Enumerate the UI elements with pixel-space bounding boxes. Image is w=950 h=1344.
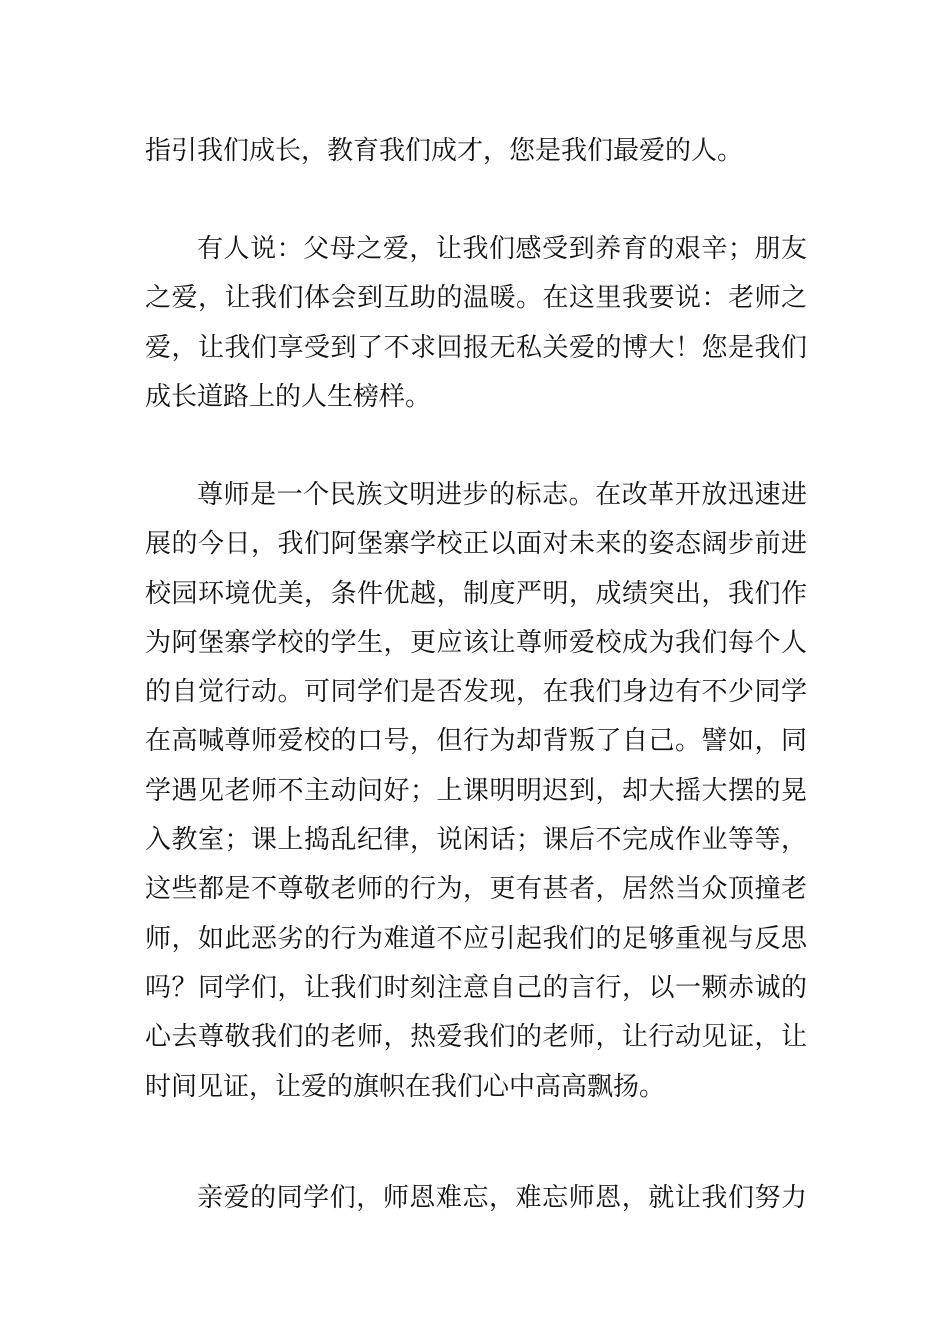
text-line: 师，如此恶劣的行为难道不应引起我们的足够重视与反思 (145, 923, 807, 954)
text-line: 这些都是不尊敬老师的行为，更有甚者，居然当众顶撞老 (145, 874, 807, 905)
text-line: 之爱，让我们体会到互助的温暖。在这里我要说：老师之 (145, 283, 807, 314)
text-line: 有人说：父母之爱，让我们感受到养育的艰辛；朋友 (197, 234, 807, 264)
text-line: 爱，让我们享受到了不求回报无私关爱的博大！您是我们 (145, 332, 807, 363)
paragraph-3 (145, 471, 807, 1112)
text-line: 吗？同学们，让我们时刻注意自己的言行，以一颗赤诚的 (145, 972, 807, 1003)
text-line: 亲爱的同学们，师恩难忘，难忘师恩，就让我们努力 (197, 1183, 807, 1213)
text-line: 在高喊尊师爱校的口号，但行为却背叛了自己。譬如，同 (145, 726, 807, 757)
text-line: 的自觉行动。可同学们是否发现，在我们身边有不少同学 (145, 677, 807, 708)
text-line: 指引我们成长，教育我们成才，您是我们最爱的人。 (145, 136, 744, 166)
paragraph-1 (145, 127, 807, 176)
text-line: 为阿堡寨学校的学生，更应该让尊师爱校成为我们每个人 (145, 627, 807, 658)
text-line: 成长道路上的人生榜样。 (145, 381, 432, 412)
text-line: 入教室；课上捣乱纪律，说闲话；课后不完成作业等等， (145, 825, 807, 856)
text-line: 尊师是一个民族文明进步的标志。在改革开放迅速进 (197, 480, 807, 510)
text-line: 学遇见老师不主动问好；上课明明迟到，却大摇大摆的晃 (145, 775, 807, 806)
text-line: 时间见证，让爱的旗帜在我们心中高高飘扬。 (145, 1071, 666, 1102)
text-line: 心去尊敬我们的老师，热爱我们的老师，让行动见证，让 (145, 1022, 807, 1053)
paragraph-2 (145, 225, 807, 422)
paragraph-4 (145, 1174, 807, 1223)
text-line: 展的今日，我们阿堡寨学校正以面对未来的姿态阔步前进 (145, 529, 807, 560)
text-line: 校园环境优美，条件优越，制度严明，成绩突出，我们作 (145, 578, 807, 609)
